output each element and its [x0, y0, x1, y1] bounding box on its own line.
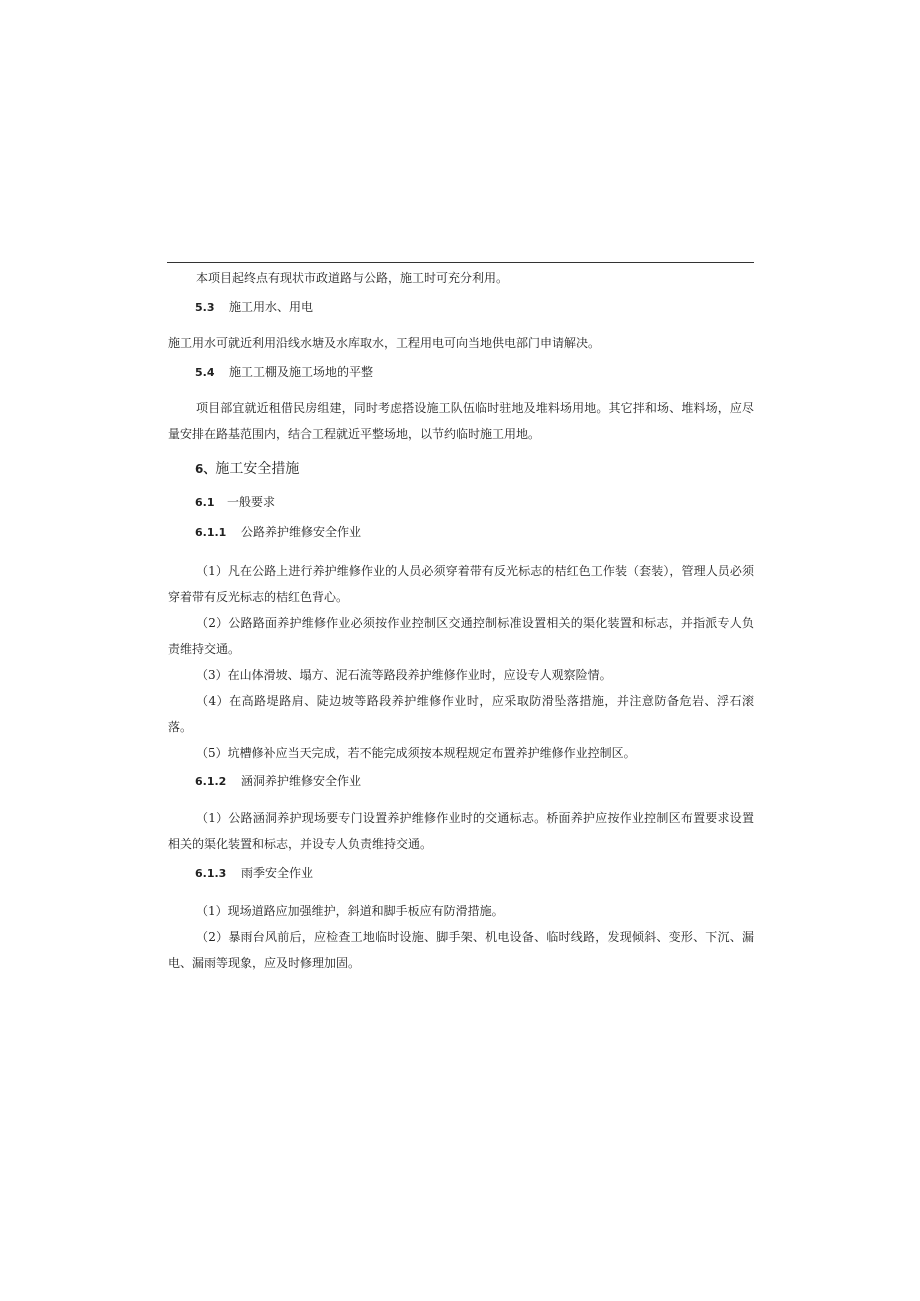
section-title: 涵洞养护维修安全作业 [241, 774, 362, 788]
list-item: （4）在高路堤路肩、陡边坡等路段养护维修作业时，应采取防滑坠落措施，并注意防备危岩、浮石滚落。 [168, 694, 754, 734]
paragraph-roads [168, 265, 754, 291]
chapter-title: 施工安全措施 [215, 461, 300, 477]
section-number: 6.1 [195, 496, 215, 509]
header-rule [167, 262, 754, 263]
list-item: （3）在山体滑坡、塌方、泥石流等路段养护维修作业时，应设专人观察险情。 [196, 668, 612, 682]
list-item: （2）暴雨台风前后，应检查工地临时设施、脚手架、机电设备、临时线路，发现倾斜、变形、下沉、漏电、漏雨等现象，应及时修理加固。 [168, 930, 754, 970]
section-number: 6.1.1 [195, 526, 227, 539]
paragraph-water-power [168, 330, 754, 356]
section-title: 一般要求 [227, 495, 276, 509]
section-heading-5-3 [195, 297, 313, 318]
paragraph-site [168, 395, 754, 447]
list-6-1-1 [168, 558, 754, 766]
list-item: （5）坑槽修补应当天完成，若不能完成须按本规程规定布置养护维修作业控制区。 [196, 746, 636, 760]
chapter-number: 6、 [195, 462, 216, 476]
section-number: 6.1.3 [195, 867, 227, 880]
section-number: 5.3 [195, 301, 215, 314]
list-6-1-2 [168, 805, 754, 857]
section-title: 施工用水、用电 [229, 300, 314, 314]
section-heading-6-1-3 [195, 863, 313, 884]
section-heading-6-1 [195, 492, 275, 513]
section-number: 5.4 [195, 366, 215, 379]
paragraph-text: 本项目起终点有现状市政道路与公路，施工时可充分利用。 [196, 271, 509, 285]
paragraph-text: 项目部宜就近租借民房组建，同时考虑搭设施工队伍临时驻地及堆料场用地。其它拌和场、堆料场，应尽量安排在路基范围内，结合工程就近平整场地，以节约临时施工用地。 [168, 401, 754, 441]
section-title: 雨季安全作业 [241, 866, 314, 880]
list-item: （1）凡在公路上进行养护维修作业的人员必须穿着带有反光标志的桔红色工作装（套装），管理人员必须穿着带有反光标志的桔红色背心。 [168, 564, 754, 604]
section-heading-5-4 [195, 362, 373, 383]
paragraph-text: 施工用水可就近利用沿线水塘及水库取水，工程用电可向当地供电部门申请解决。 [168, 336, 601, 350]
list-item: （2）公路路面养护维修作业必须按作业控制区交通控制标准设置相关的渠化装置和标志，并指派专人负责维持交通。 [168, 616, 754, 656]
list-item: （1）现场道路应加强维护，斜道和脚手板应有防滑措施。 [196, 904, 504, 918]
section-heading-6-1-2 [195, 771, 361, 792]
section-title: 公路养护维修安全作业 [241, 525, 362, 539]
list-item: （1）公路涵洞养护现场要专门设置养护维修作业时的交通标志。桥面养护应按作业控制区布置要求设置相关的渠化装置和标志，并设专人负责维持交通。 [168, 811, 754, 851]
list-6-1-3 [168, 898, 754, 976]
section-heading-6-1-1 [195, 522, 361, 543]
section-number: 6.1.2 [195, 775, 227, 788]
chapter-heading-6 [195, 458, 299, 480]
section-title: 施工工棚及施工场地的平整 [229, 365, 374, 379]
